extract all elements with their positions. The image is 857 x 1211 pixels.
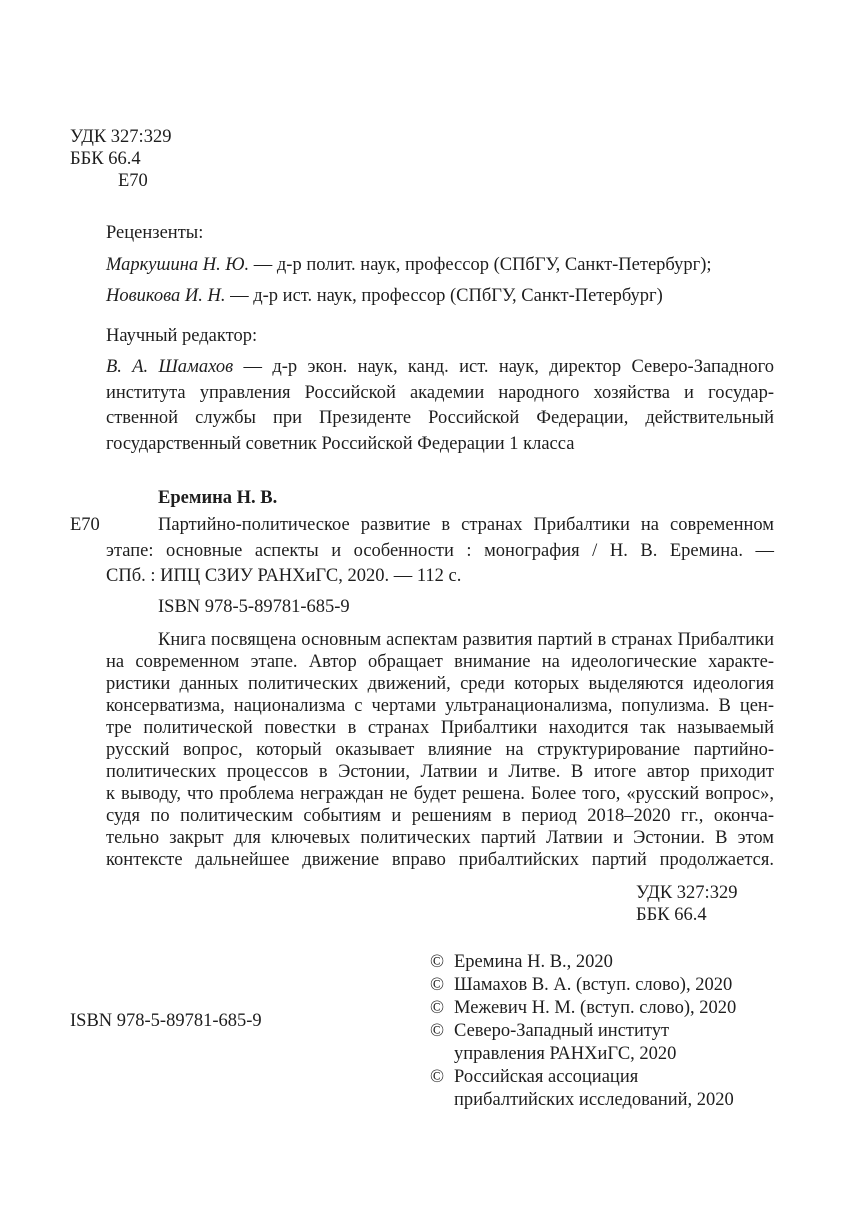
- abstract-line-3: ристики данных политических движений, среди которых выделяются идеология: [106, 674, 774, 694]
- isbn-bottom: ISBN 978-5-89781-685-9: [70, 1011, 262, 1031]
- copyright-4: [430, 1021, 669, 1042]
- bib-mark: Е70: [70, 515, 100, 535]
- copyright-symbol: ©: [430, 1067, 445, 1087]
- copyright-4-cont: [430, 1044, 676, 1065]
- copyright-symbol: ©: [430, 975, 445, 995]
- udk-code: УДК 327:329: [70, 127, 172, 147]
- copyright-5-text-2: прибалтийских исследований, 2020: [454, 1090, 734, 1110]
- copyright-symbol: ©: [430, 998, 445, 1018]
- copyright-2-text: Шамахов В. А. (вступ. слово), 2020: [454, 975, 733, 995]
- editor-line-1-rest: — д-р экон. наук, канд. ист. наук, директор Северо-Западного: [233, 357, 775, 377]
- author-mark: Е70: [118, 171, 148, 191]
- bib-line-2: этапе: основные аспекты и особенности : монография / Н. В. Еремина. —: [106, 541, 774, 561]
- copyright-4-text: Северо-Западный институт: [454, 1021, 670, 1041]
- abstract-line-5: тре политической повестки в странах Прибалтики находится так называемый: [106, 718, 774, 738]
- reviewer-2-desc: — д-р ист. наук, профессор (СПбГУ, Санкт-Петербург): [225, 286, 663, 306]
- copyright-symbol: ©: [430, 1021, 445, 1041]
- copyright-4-text-2: управления РАНХиГС, 2020: [454, 1044, 677, 1064]
- abstract-line-2: на современном этапе. Автор обращает внимание на идеологические характе-: [106, 652, 774, 672]
- abstract-line-10: тельно закрыт для ключевых политических партий Латвии и Эстонии. В этом: [106, 828, 774, 848]
- bib-isbn: ISBN 978-5-89781-685-9: [158, 597, 350, 617]
- reviewer-2-name: Новикова И. Н.: [106, 286, 226, 306]
- udk-code-bottom: УДК 327:329: [636, 883, 738, 903]
- reviewer-1-desc: — д-р полит. наук, профессор (СПбГУ, Санкт-Петербург);: [249, 255, 712, 275]
- abstract-line-6: русский вопрос, который оказывает влияние на структурирование партийно-: [106, 740, 774, 760]
- editor-line-4: государственный советник Российской Федерации 1 класса: [106, 434, 575, 454]
- reviewers-heading: Рецензенты:: [106, 223, 204, 243]
- editor-line-1: [106, 357, 774, 378]
- bib-author: Еремина Н. В.: [158, 488, 278, 508]
- copyright-3: [430, 998, 736, 1019]
- copyright-1: [430, 952, 613, 973]
- copyright-1-text: Еремина Н. В., 2020: [454, 952, 613, 972]
- copyright-2: [430, 975, 732, 996]
- reviewer-1-name: Маркушина Н. Ю.: [106, 255, 250, 275]
- abstract-line-9: судя по политическим событиям и решениям в период 2018–2020 гг., оконча-: [106, 806, 774, 826]
- copyright-symbol: ©: [430, 952, 445, 972]
- reviewer-1: [106, 255, 712, 276]
- bbk-code-bottom: ББК 66.4: [636, 905, 707, 925]
- bib-line-3: СПб. : ИПЦ СЗИУ РАНХиГС, 2020. — 112 с.: [106, 566, 462, 586]
- copyright-5-text: Российская ассоциация: [454, 1067, 639, 1087]
- editor-line-3: ственной службы при Президенте Российской Федерации, действительный: [106, 408, 774, 428]
- copyright-3-text: Межевич Н. М. (вступ. слово), 2020: [454, 998, 737, 1018]
- abstract-line-11: контексте дальнейшее движение вправо прибалтийских партий продолжается.: [106, 850, 774, 870]
- editor-heading: Научный редактор:: [106, 326, 258, 346]
- bib-line-1: Партийно-политическое развитие в странах Прибалтики на современном: [158, 515, 774, 535]
- abstract-line-8: к выводу, что проблема неграждан не будет решена. Более того, «русский вопрос»,: [106, 784, 774, 804]
- copyright-5-cont: [430, 1090, 734, 1111]
- bbk-code: ББК 66.4: [70, 149, 141, 169]
- abstract-line-7: политических процессов в Эстонии, Латвии и Литве. В итоге автор приходит: [106, 762, 774, 782]
- reviewer-2: [106, 286, 663, 307]
- abstract-line-4: консерватизма, национализма с чертами ультранационализма, популизма. В цен-: [106, 696, 774, 716]
- abstract-line-1: Книга посвящена основным аспектам развития партий в странах Прибалтики: [158, 630, 774, 650]
- editor-line-2: института управления Российской академии народного хозяйства и государ-: [106, 383, 774, 403]
- copyright-5: [430, 1067, 638, 1088]
- editor-name: В. А. Шамахов: [106, 357, 234, 377]
